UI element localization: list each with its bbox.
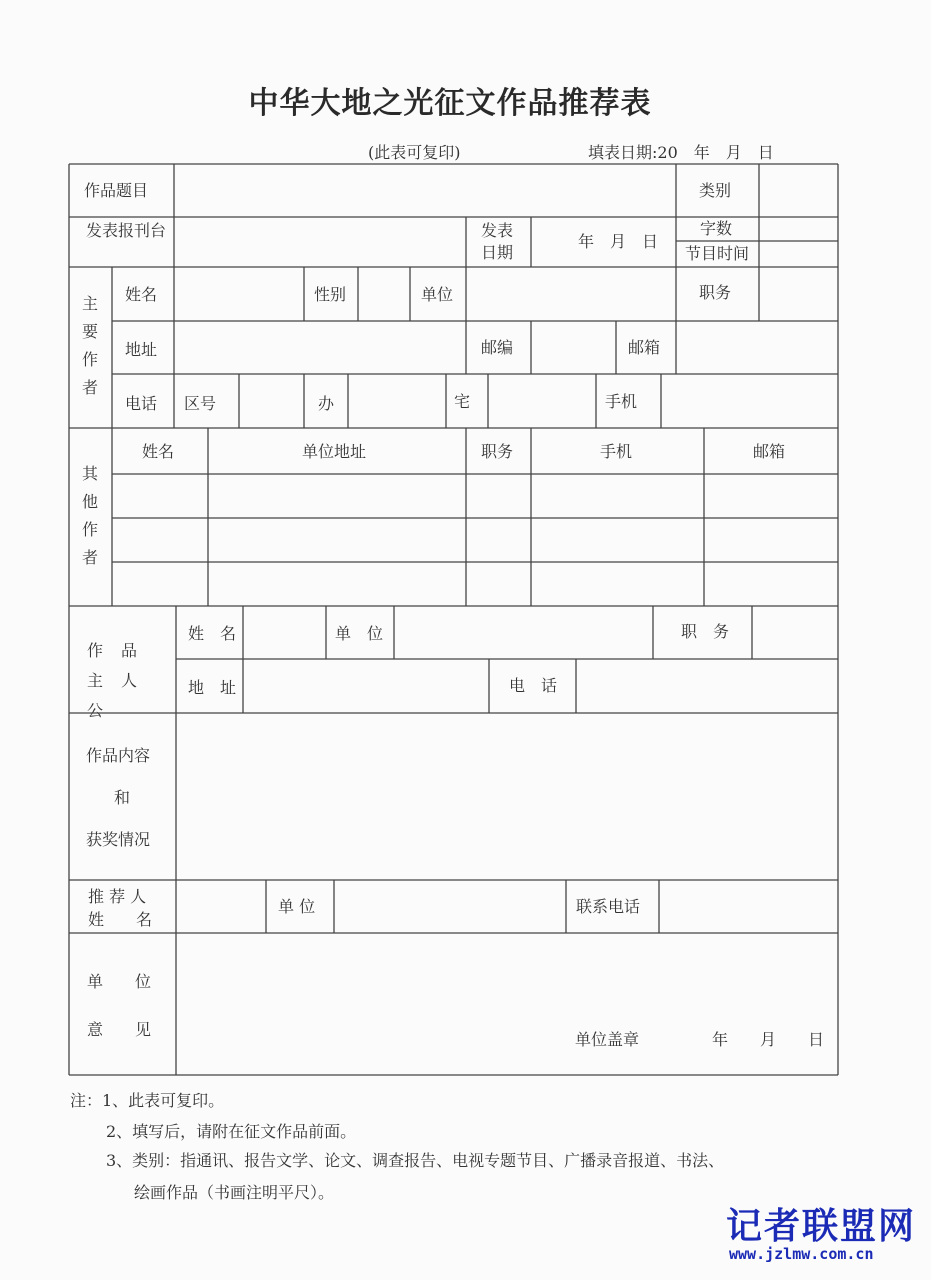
content-label-line1: 作品内容 — [86, 746, 151, 765]
category-field[interactable] — [761, 166, 836, 215]
pub-date-label: 发表日期 — [481, 221, 514, 262]
protagonist-address-field[interactable] — [245, 661, 487, 711]
area-code-field[interactable] — [241, 376, 302, 426]
protagonist-section-label: 作品主人公 — [87, 641, 156, 720]
main-position-field[interactable] — [761, 269, 836, 319]
main-address-field[interactable] — [176, 323, 464, 372]
protagonist-position-label: 职 务 — [681, 622, 730, 641]
main-postcode-field[interactable] — [533, 323, 614, 372]
work-title-label: 作品题目 — [84, 181, 149, 200]
work-title-field[interactable] — [176, 166, 674, 215]
other-header-name: 姓名 — [142, 442, 175, 461]
note-2: 2、填写后，请附在征文作品前面。 — [106, 1122, 357, 1141]
main-gender-field[interactable] — [360, 269, 408, 319]
main-unit-label: 单位 — [421, 285, 454, 304]
category-label: 类别 — [699, 181, 732, 200]
recommender-phone-label: 联系电话 — [576, 897, 641, 916]
main-email-field[interactable] — [678, 323, 836, 372]
home-phone-label: 宅 — [454, 392, 471, 411]
protagonist-unit-label: 单 位 — [335, 624, 384, 643]
recommender-name-field[interactable] — [178, 882, 264, 931]
main-name-label: 姓名 — [125, 285, 158, 304]
other-authors-section-label: 其他作者 — [81, 464, 98, 567]
main-mobile-label: 手机 — [605, 392, 638, 411]
seal-label: 单位盖章 — [575, 1030, 640, 1049]
recommender-label-line1: 推 荐 人 — [88, 887, 147, 906]
recommender-phone-field[interactable] — [661, 882, 836, 931]
main-email-label: 邮箱 — [628, 338, 661, 357]
main-author-section-label: 主要作者 — [81, 294, 98, 397]
main-postcode-label: 邮编 — [481, 338, 514, 357]
opinion-label-line1: 单 位 — [87, 972, 152, 991]
content-label-line2: 和 — [114, 788, 131, 807]
main-address-label: 地址 — [125, 340, 158, 359]
other-author-row[interactable] — [114, 564, 836, 604]
home-phone-field[interactable] — [490, 376, 594, 426]
protagonist-name-field[interactable] — [245, 608, 324, 657]
note-4: 绘画作品（书画注明平尺）。 — [134, 1183, 335, 1202]
other-header-email: 邮箱 — [753, 442, 786, 461]
protagonist-phone-label: 电 话 — [509, 676, 558, 695]
main-mobile-field[interactable] — [663, 376, 836, 426]
main-gender-label: 性别 — [314, 285, 347, 304]
protagonist-phone-field[interactable] — [578, 661, 836, 711]
other-header-unit-address: 单位地址 — [302, 442, 367, 461]
publication-label: 发表报刊台 — [86, 221, 167, 240]
protagonist-name-label: 姓 名 — [188, 624, 237, 643]
watermark-logo: 记者联盟网 — [726, 1206, 917, 1247]
area-code-label: 区号 — [184, 394, 217, 413]
main-phone-label: 电话 — [125, 394, 158, 413]
word-count-field[interactable] — [761, 219, 836, 240]
recommender-label-line2: 姓 名 — [88, 910, 153, 929]
word-count-label: 字数 — [700, 219, 733, 238]
opinion-label-line2: 意 见 — [87, 1020, 152, 1039]
office-phone-field[interactable] — [350, 376, 444, 426]
content-field[interactable] — [178, 715, 836, 878]
opinion-field[interactable] — [178, 935, 836, 1073]
pub-date-field[interactable]: 年 月 日 — [578, 232, 659, 251]
recommender-unit-field[interactable] — [336, 882, 564, 931]
main-position-label: 职务 — [699, 283, 732, 302]
program-time-field[interactable] — [761, 243, 836, 265]
recommender-unit-label: 单 位 — [278, 897, 316, 916]
protagonist-unit-field[interactable] — [396, 608, 651, 657]
other-header-position: 职务 — [481, 442, 514, 461]
other-author-row[interactable] — [114, 520, 836, 560]
program-time-label: 节目时间 — [685, 244, 750, 263]
other-author-row[interactable] — [114, 476, 836, 516]
publication-field[interactable] — [176, 219, 464, 265]
fill-date: 填表日期:20 年 月 日 — [588, 143, 774, 162]
office-phone-label: 办 — [318, 394, 335, 413]
note-3: 3、类别：指通讯、报告文学、论文、调查报告、电视专题节目、广播录音报道、书法、 — [106, 1151, 725, 1170]
content-label-line3: 获奖情况 — [86, 830, 151, 849]
main-unit-field[interactable] — [468, 269, 674, 319]
note-1: 注：1、此表可复印。 — [70, 1091, 225, 1110]
main-name-field[interactable] — [176, 269, 302, 319]
protagonist-position-field[interactable] — [754, 608, 836, 657]
seal-date: 年 月 日 — [712, 1030, 825, 1049]
form-title: 中华大地之光征文作品推荐表 — [248, 86, 652, 121]
other-header-mobile: 手机 — [600, 442, 633, 461]
copy-note: (此表可复印) — [368, 143, 461, 162]
watermark-url: www.jzlmw.com.cn — [729, 1245, 874, 1263]
protagonist-address-label: 地 址 — [188, 678, 237, 697]
